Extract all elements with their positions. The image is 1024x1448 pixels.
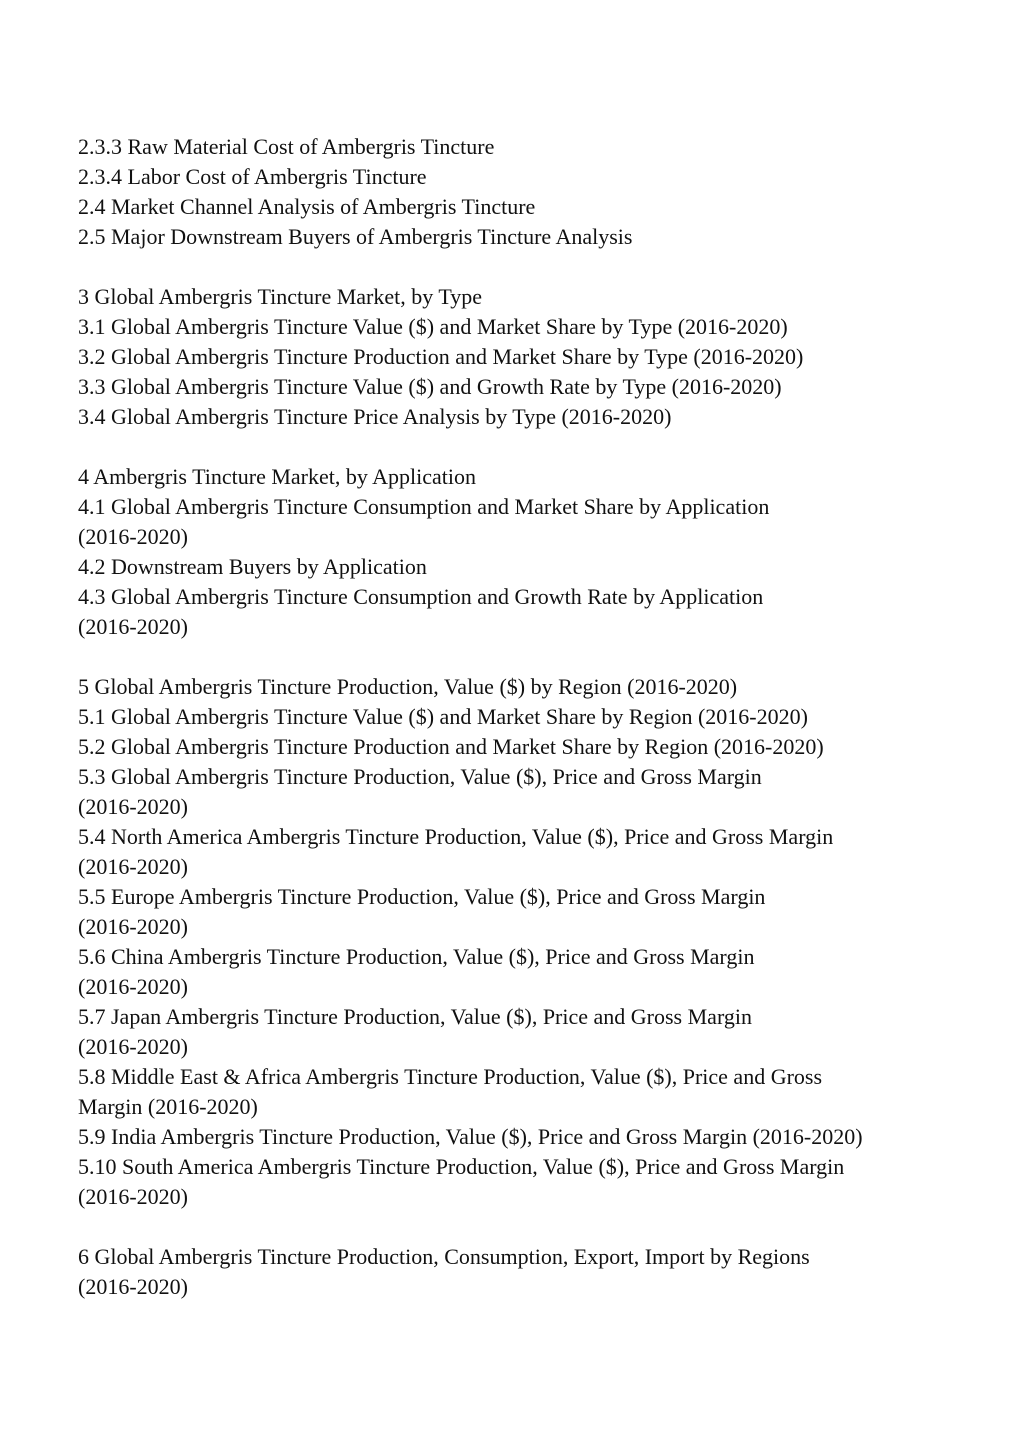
toc-entry-3-3: 3.3 Global Ambergris Tincture Value ($) and Growth Rate by Type (2016-2020)	[78, 374, 782, 399]
toc-entry-2-3-4: 2.3.4 Labor Cost of Ambergris Tincture	[78, 164, 427, 189]
toc-entry-5-2: 5.2 Global Ambergris Tincture Production and Market Share by Region (2016-2020)	[78, 734, 824, 759]
toc-entry-5-10-cont: (2016-2020)	[78, 1184, 188, 1209]
toc-section-6	[78, 1242, 958, 1302]
toc-entry-5-1: 5.1 Global Ambergris Tincture Value ($) and Market Share by Region (2016-2020)	[78, 704, 808, 729]
toc-section-3	[78, 282, 958, 432]
toc-heading-5: 5 Global Ambergris Tincture Production, Value ($) by Region (2016-2020)	[78, 674, 738, 699]
toc-heading-4: 4 Ambergris Tincture Market, by Application	[78, 464, 477, 489]
toc-heading-3: 3 Global Ambergris Tincture Market, by Type	[78, 284, 483, 309]
toc-entry-3-2: 3.2 Global Ambergris Tincture Production and Market Share by Type (2016-2020)	[78, 344, 804, 369]
toc-entry-3-4: 3.4 Global Ambergris Tincture Price Analysis by Type (2016-2020)	[78, 404, 672, 429]
toc-entry-5-10: 5.10 South America Ambergris Tincture Production, Value ($), Price and Gross Margin	[78, 1154, 845, 1179]
toc-entry-5-6-cont: (2016-2020)	[78, 974, 188, 999]
toc-entry-4-1: 4.1 Global Ambergris Tincture Consumption and Market Share by Application	[78, 494, 770, 519]
document-page	[78, 132, 958, 1332]
toc-entry-2-4: 2.4 Market Channel Analysis of Ambergris Tincture	[78, 194, 536, 219]
toc-entry-4-1-cont: (2016-2020)	[78, 524, 188, 549]
toc-entry-2-5: 2.5 Major Downstream Buyers of Ambergris Tincture Analysis	[78, 224, 633, 249]
toc-section-5	[78, 672, 958, 1212]
toc-heading-6: 6 Global Ambergris Tincture Production, Consumption, Export, Import by Regions	[78, 1244, 810, 1269]
toc-section-2	[78, 132, 958, 252]
toc-entry-5-7-cont: (2016-2020)	[78, 1034, 188, 1059]
toc-entry-5-5: 5.5 Europe Ambergris Tincture Production, Value ($), Price and Gross Margin	[78, 884, 766, 909]
toc-entry-5-8: 5.8 Middle East & Africa Ambergris Tincture Production, Value ($), Price and Gross	[78, 1064, 823, 1089]
toc-entry-5-5-cont: (2016-2020)	[78, 914, 188, 939]
toc-section-4	[78, 462, 958, 642]
toc-entry-4-3: 4.3 Global Ambergris Tincture Consumption and Growth Rate by Application	[78, 584, 764, 609]
toc-entry-5-9: 5.9 India Ambergris Tincture Production, Value ($), Price and Gross Margin (2016-2020)	[78, 1124, 863, 1149]
toc-entry-3-1: 3.1 Global Ambergris Tincture Value ($) and Market Share by Type (2016-2020)	[78, 314, 788, 339]
toc-entry-4-3-cont: (2016-2020)	[78, 614, 188, 639]
toc-entry-2-3-3: 2.3.3 Raw Material Cost of Ambergris Tincture	[78, 134, 495, 159]
toc-entry-5-3: 5.3 Global Ambergris Tincture Production, Value ($), Price and Gross Margin	[78, 764, 762, 789]
toc-entry-5-7: 5.7 Japan Ambergris Tincture Production, Value ($), Price and Gross Margin	[78, 1004, 752, 1029]
toc-entry-5-6: 5.6 China Ambergris Tincture Production, Value ($), Price and Gross Margin	[78, 944, 755, 969]
toc-entry-5-8-cont: Margin (2016-2020)	[78, 1094, 258, 1119]
toc-entry-4-2: 4.2 Downstream Buyers by Application	[78, 554, 427, 579]
toc-heading-6-cont: (2016-2020)	[78, 1274, 188, 1299]
toc-entry-5-4-cont: (2016-2020)	[78, 854, 188, 879]
toc-entry-5-4: 5.4 North America Ambergris Tincture Production, Value ($), Price and Gross Margin	[78, 824, 834, 849]
toc-entry-5-3-cont: (2016-2020)	[78, 794, 188, 819]
